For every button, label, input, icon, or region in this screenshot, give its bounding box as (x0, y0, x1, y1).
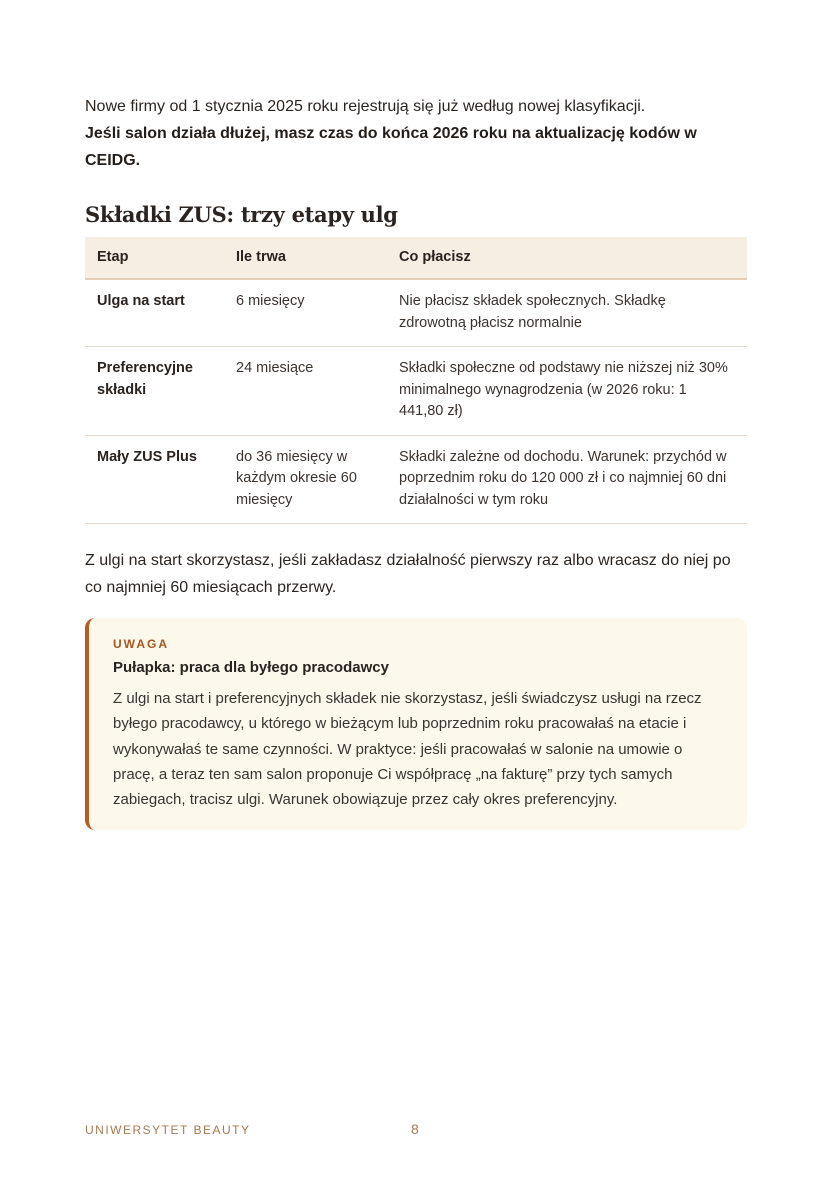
callout-title: Pułapka: praca dla byłego pracodawcy (113, 659, 389, 676)
row-czas: 6 miesięcy (224, 279, 387, 347)
header-co-placisz: Co płacisz (387, 237, 747, 279)
row-co: Nie płacisz składek społecznych. Składkę zdrowotną płacisz normalnie (387, 279, 747, 347)
row-czas: do 36 miesięcy w każdym okresie 60 miesięcy (224, 435, 387, 524)
row-etap: Mały ZUS Plus (85, 435, 224, 524)
row-etap: Ulga na start (85, 279, 224, 347)
row-co: Składki społeczne od podstawy nie niższej niż 30% minimalnego wynagrodzenia (w 2026 roku: 1 441,80 zł) (387, 347, 747, 436)
footer-brand: UNIWERSYTET BEAUTY (85, 1123, 251, 1137)
table-row (85, 347, 747, 436)
table-header-row (85, 237, 747, 279)
header-etap: Etap (85, 237, 224, 279)
intro-text: Nowe firmy od 1 stycznia 2025 roku rejestrują się już według nowej klasyfikacji. (85, 98, 646, 115)
callout-body: Z ulgi na start i preferencyjnych składek nie skorzystasz, jeśli świadczysz usługi na rzecz byłego pracodawcy, u którego w bieżącym lub poprzednim roku pracowałaś na etacie i wykonywałaś te same czynności. W praktyce: jeśli pracowałaś w salonie na umowie o pracę, a teraz ten sam salon proponuje Ci współpracę „na fakturę” przy tych samych zabiegach, tracisz ulgi. Warunek obowiązuje przez cały okres preferencyjny. (113, 690, 702, 809)
table-row (85, 435, 747, 524)
page-content (85, 93, 747, 830)
warning-callout (85, 618, 747, 830)
zus-table (85, 237, 747, 524)
page-number: 8 (411, 1121, 419, 1137)
callout-label: UWAGA (113, 637, 169, 651)
header-ile-trwa: Ile trwa (224, 237, 387, 279)
intro-bold-text: Jeśli salon działa dłużej, masz czas do końca 2026 roku na aktualizację kodów w CEIDG. (85, 125, 697, 169)
intro-paragraph (85, 93, 747, 174)
table-row (85, 279, 747, 347)
row-co: Składki zależne od dochodu. Warunek: przychód w poprzednim roku do 120 000 zł i co najmniej 60 dni działalności w tym roku (387, 435, 747, 524)
row-czas: 24 miesiące (224, 347, 387, 436)
row-etap: Preferencyjne składki (85, 347, 224, 436)
ulga-paragraph: Z ulgi na start skorzystasz, jeśli zakładasz działalność pierwszy raz albo wracasz do niej po co najmniej 60 miesiącach przerwy. (85, 552, 731, 596)
section-title: Składki ZUS: trzy etapy ulg (85, 202, 398, 227)
